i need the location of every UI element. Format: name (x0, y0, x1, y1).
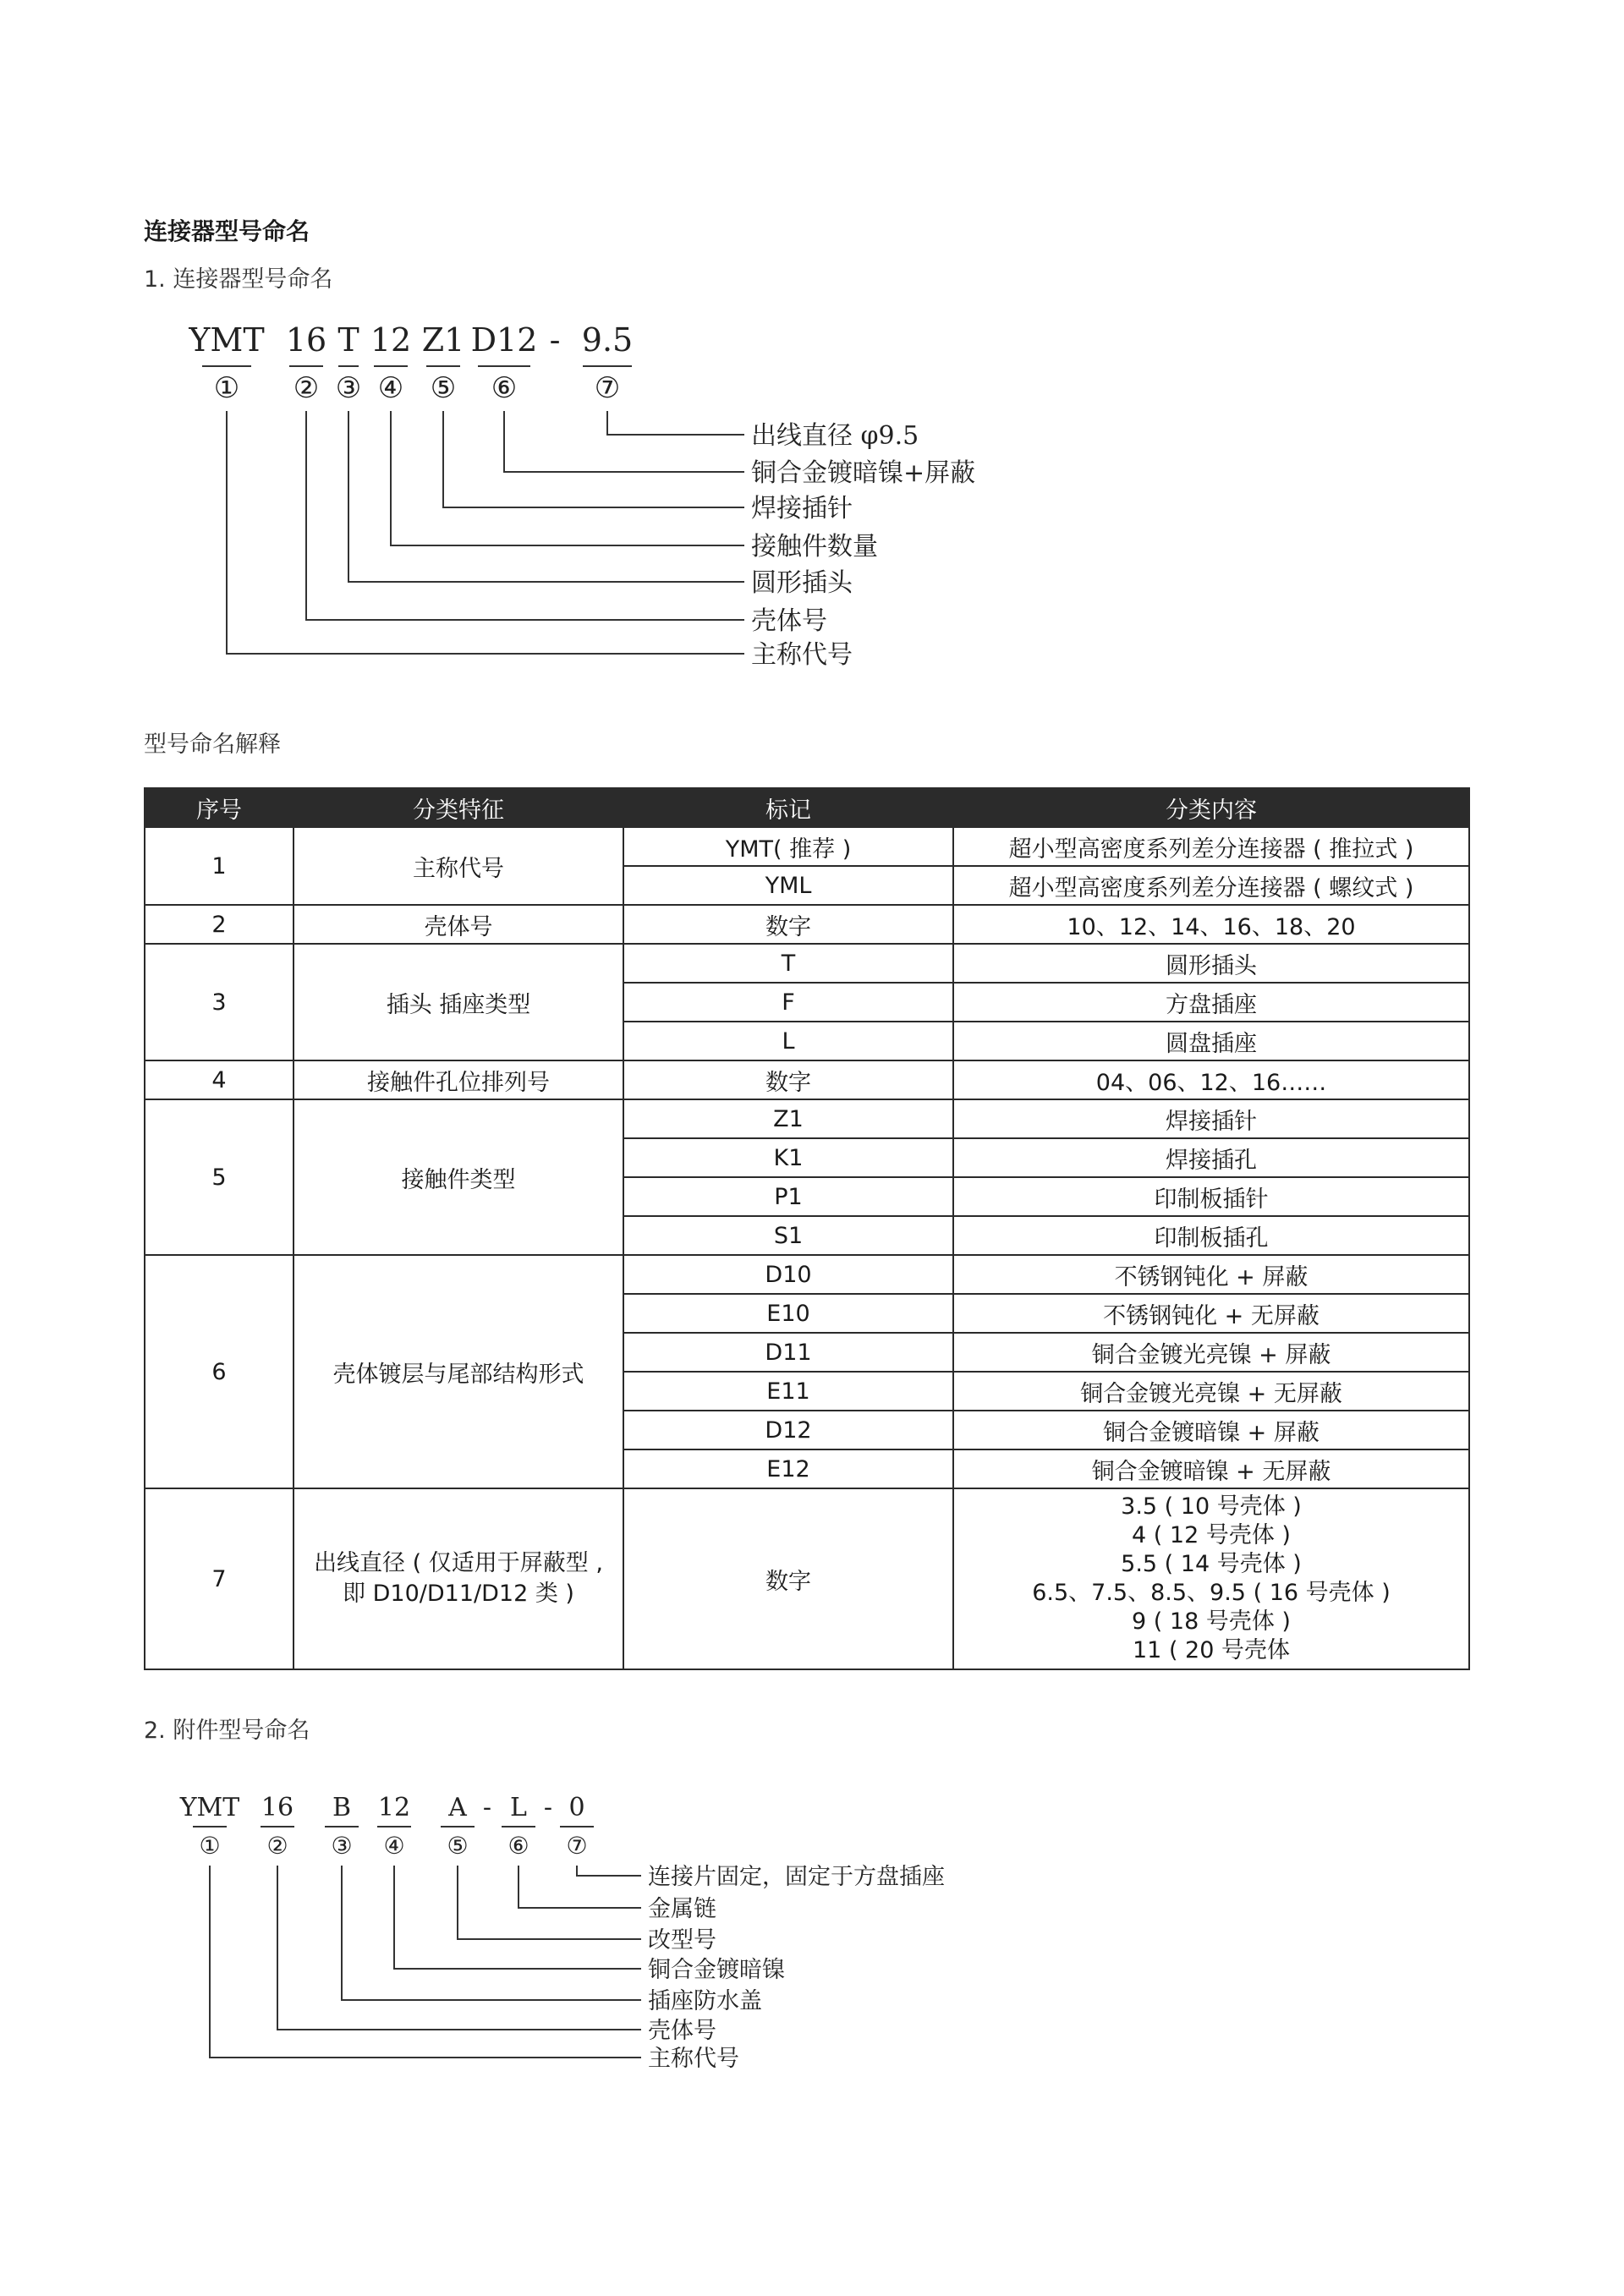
cell-content: 焊接插针 (953, 1099, 1469, 1138)
cell-mark: 数字 (623, 905, 953, 944)
code-segment: YMT (189, 321, 265, 359)
accessory-code-segment: 16 (261, 1793, 294, 1822)
content-line: 6.5、7.5、8.5、9.5 ( 16 号壳体 ) (1032, 1580, 1391, 1606)
position-number: ⑦ (594, 371, 621, 405)
accessory-code-segment: - (543, 1793, 553, 1822)
cell-feature: 接触件类型 (294, 1099, 623, 1255)
content-line: 11 ( 20 号壳体 (1133, 1637, 1290, 1663)
section2-heading: 2. 附件型号命名 (144, 1718, 310, 1744)
code-segment: 12 (370, 321, 412, 359)
cell-mark: T (623, 944, 953, 983)
accessory-position-number: ⑤ (447, 1832, 469, 1860)
accessory-code-segment: 12 (377, 1793, 411, 1822)
code-segment: T (337, 321, 359, 359)
accessory-leader-line (577, 1866, 641, 1876)
leader-line (348, 411, 744, 582)
table-row (145, 827, 1469, 866)
leader-line (443, 411, 744, 507)
cell-mark: D12 (623, 1411, 953, 1449)
cell-feature: 插头 插座类型 (294, 944, 623, 1060)
accessory-code-segment: - (482, 1793, 492, 1822)
accessory-label: 插座防水盖 (648, 1988, 762, 2014)
accessory-position-number: ④ (383, 1832, 405, 1860)
cell-mark: D10 (623, 1255, 953, 1294)
cell-content: 超小型高密度系列差分连接器 ( 螺纹式 ) (953, 866, 1469, 905)
cell-mark: F (623, 983, 953, 1022)
code-label: 壳体号 (751, 606, 827, 636)
header-content: 分类内容 (953, 788, 1469, 827)
code-label: 出线直径 φ9.5 (751, 421, 919, 451)
content-line: 4 ( 12 号壳体 ) (1132, 1522, 1291, 1548)
accessory-position-number: ② (266, 1832, 288, 1860)
cell-no: 6 (145, 1255, 294, 1488)
content-line: 5.5 ( 14 号壳体 ) (1121, 1551, 1302, 1577)
cell-mark: L (623, 1022, 953, 1060)
cell-no: 7 (145, 1488, 294, 1669)
cell-content: 铜合金镀暗镍 + 屏蔽 (953, 1411, 1469, 1449)
table-body (145, 827, 1469, 1669)
cell-mark: D11 (623, 1333, 953, 1372)
code-segment: 16 (285, 321, 327, 359)
cell-mark: 数字 (623, 1488, 953, 1669)
code-segment: Z1 (421, 321, 465, 359)
feature-line: 即 D10/D11/D12 类 ) (343, 1581, 574, 1607)
content-line: 3.5 ( 10 号壳体 ) (1121, 1493, 1302, 1520)
accessory-leader-line (458, 1866, 641, 1939)
cell-content (953, 1488, 1469, 1669)
table-heading: 型号命名解释 (144, 732, 281, 758)
position-number: ③ (335, 371, 362, 405)
cell-no: 1 (145, 827, 294, 905)
position-number: ⑥ (491, 371, 518, 405)
leader-line (504, 411, 744, 472)
code-label: 焊接插针 (751, 494, 853, 523)
cell-mark: E11 (623, 1372, 953, 1411)
accessory-code-segment: B (332, 1793, 352, 1822)
cell-content: 焊接插孔 (953, 1138, 1469, 1177)
cell-content: 不锈钢钝化 + 无屏蔽 (953, 1294, 1469, 1333)
header-no: 序号 (145, 788, 294, 827)
accessory-position-number: ① (199, 1832, 221, 1860)
cell-mark: K1 (623, 1138, 953, 1177)
cell-content: 方盘插座 (953, 983, 1469, 1022)
cell-content: 不锈钢钝化 + 屏蔽 (953, 1255, 1469, 1294)
cell-content: 铜合金镀暗镍 + 无屏蔽 (953, 1449, 1469, 1488)
leader-line (607, 411, 744, 435)
cell-feature: 主称代号 (294, 827, 623, 905)
header-feature: 分类特征 (294, 788, 623, 827)
naming-table (144, 787, 1470, 1670)
accessory-label: 连接片固定，固定于方盘插座 (648, 1864, 945, 1890)
cell-content: 印制板插孔 (953, 1216, 1469, 1255)
cell-mark: 数字 (623, 1060, 953, 1099)
cell-feature: 壳体镀层与尾部结构形式 (294, 1255, 623, 1488)
cell-content: 10、12、14、16、18、20 (953, 905, 1469, 944)
accessory-label: 改型号 (648, 1927, 716, 1954)
accessory-position-number: ③ (331, 1832, 353, 1860)
header-mark: 标记 (623, 788, 953, 827)
position-number: ① (213, 371, 240, 405)
accessory-position-number: ⑦ (566, 1832, 588, 1860)
cell-content: 铜合金镀光亮镍 + 屏蔽 (953, 1333, 1469, 1372)
connector-code-diagram (0, 0, 1624, 693)
table-row (145, 1488, 1469, 1669)
cell-mark: E12 (623, 1449, 953, 1488)
position-number: ⑤ (430, 371, 457, 405)
code-label: 圆形插头 (751, 568, 853, 598)
accessory-code-segment: YMT (179, 1793, 240, 1822)
accessory-position-number: ⑥ (508, 1832, 529, 1860)
code-segment: D12 (470, 321, 538, 359)
position-number: ④ (377, 371, 404, 405)
leader-line (306, 411, 744, 620)
cell-content: 圆形插头 (953, 944, 1469, 983)
position-number: ② (293, 371, 320, 405)
cell-no: 3 (145, 944, 294, 1060)
accessory-leader-line (518, 1866, 641, 1908)
cell-content: 印制板插针 (953, 1177, 1469, 1216)
cell-mark: S1 (623, 1216, 953, 1255)
table-header-row (145, 788, 1469, 827)
table-row (145, 1255, 1469, 1294)
accessory-label: 铜合金镀暗镍 (648, 1957, 785, 1983)
accessory-leader-line (394, 1866, 641, 1969)
table-row (145, 1099, 1469, 1138)
content-line: 9 ( 18 号壳体 ) (1132, 1608, 1291, 1635)
code-label: 接触件数量 (751, 532, 878, 562)
cell-mark: Z1 (623, 1099, 953, 1138)
cell-no: 4 (145, 1060, 294, 1099)
cell-mark: YML (623, 866, 953, 905)
code-segment: - (549, 321, 561, 359)
accessory-leader-line (210, 1866, 641, 2058)
page-title: 连接器型号命名 (144, 217, 310, 245)
code-segment: 9.5 (581, 321, 634, 359)
table-row (145, 905, 1469, 944)
cell-feature: 接触件孔位排列号 (294, 1060, 623, 1099)
code-label: 铜合金镀暗镍+屏蔽 (751, 458, 976, 488)
leader-line (227, 411, 744, 654)
cell-content: 超小型高密度系列差分连接器 ( 推拉式 ) (953, 827, 1469, 866)
cell-content: 圆盘插座 (953, 1022, 1469, 1060)
accessory-leader-line (277, 1866, 641, 2030)
code-label: 主称代号 (751, 640, 853, 670)
cell-mark: P1 (623, 1177, 953, 1216)
cell-content: 铜合金镀光亮镍 + 无屏蔽 (953, 1372, 1469, 1411)
table-row (145, 1060, 1469, 1099)
accessory-leader-line (342, 1866, 641, 2000)
cell-mark: YMT( 推荐 ) (623, 827, 953, 866)
section1-heading: 1. 连接器型号命名 (144, 266, 333, 293)
cell-mark: E10 (623, 1294, 953, 1333)
table-row (145, 944, 1469, 983)
accessory-label: 金属链 (648, 1896, 716, 1922)
cell-no: 2 (145, 905, 294, 944)
accessory-code-segment: 0 (568, 1793, 585, 1822)
accessory-label: 主称代号 (648, 2046, 739, 2072)
cell-content: 04、06、12、16…… (953, 1060, 1469, 1099)
accessory-code-segment: L (510, 1793, 527, 1822)
accessory-code-segment: A (448, 1793, 467, 1822)
feature-line: 出线直径 ( 仅适用于屏蔽型 , (314, 1550, 603, 1576)
cell-feature (294, 1488, 623, 1669)
accessory-label: 壳体号 (648, 2018, 716, 2044)
cell-no: 5 (145, 1099, 294, 1255)
cell-feature: 壳体号 (294, 905, 623, 944)
